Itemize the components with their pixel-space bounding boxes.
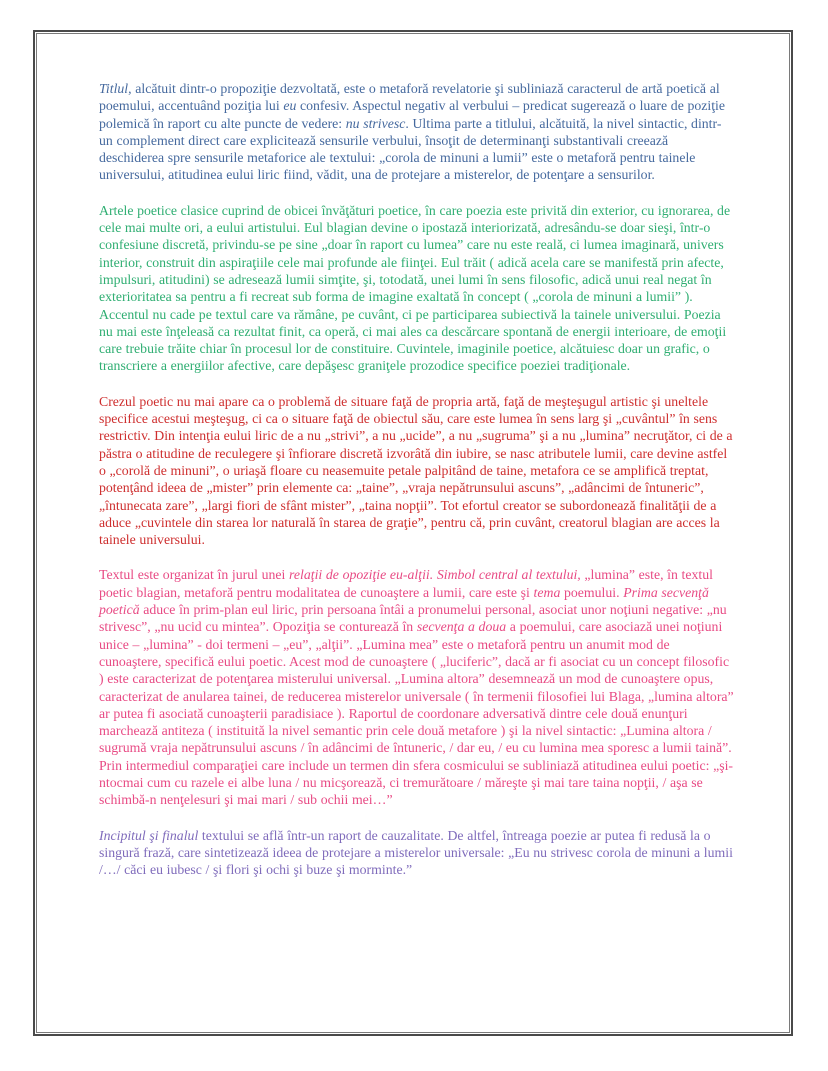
text-run-italic: eu [283, 98, 297, 114]
text-run: textului se află într-un raport de cauzalitate. De altfel, întreaga poezie ar putea fi redusă la o singură frază, care sintetizează ideea de protejare a misterelor universale: „Eu nu strivesc corola de minuni a lumii /…/ căci eu iubesc / şi flori şi ochi şi buze şi morminte.” [99, 827, 733, 878]
paragraph-poetic-creed [99, 393, 735, 549]
text-run: „lumina” este, în textul poetic blagian, metaforă pentru modalitatea de cunoaştere a lumii, care este şi [99, 567, 713, 600]
text-run-italic: nu strivesc [345, 115, 406, 131]
text-run: , alcătuit dintr-o propoziţie dezvoltată, este o metaforă revelatorie şi subliniază caracterul de artă poetică al poemului, accentuând poziţia lui [99, 81, 720, 114]
document-body [37, 34, 789, 878]
paragraph-incipit-final [99, 827, 735, 879]
text-run-italic: secvenţa a doua [416, 619, 507, 635]
page-border [33, 30, 793, 1036]
text-run: poemului. [560, 584, 624, 600]
text-run: aduce în prim-plan eul liric, prin persoana întâi a pronumelui personal, asociat unor noţiuni negative: „nu strivesc”, „nu ucid cu mintea”. Opoziţia se conturează în [99, 602, 727, 635]
page-border-inner [36, 33, 790, 1033]
text-run-italic: Titlul [99, 81, 129, 96]
text-run: confesiv. Aspectul negativ al verbului – predicat sugerează o luare de poziţie polemică în raport cu alte puncte de vedere: [99, 98, 726, 131]
text-run-italic: Prima secvenţă poetică [99, 584, 709, 618]
text-run-italic: Incipitul şi finalul [99, 827, 199, 843]
text-run: Artele poetice clasice cuprind de obicei învăţături poetice, în care poezia este privită din exterior, cu ignorarea, de cele mai multe ori, a eului artistului. Eul blagian devine o ipostază interiorizată, adresându-se doar sieşi, într-o confesiune discretă, privindu-se pe sine „doar în raport cu lumea” care nu este reală, ci lumea imaginară, univers interior, construit din aspiraţiile cele mai profunde ale fiinţei. Eul trăit ( adică acela care se manifestă prin afecte, impulsuri, atitudini) se adresează lumii simţite, şi, totodată, unei lumi în sens filosofic, adică unui real negat în exterioritatea sa pentru a fi recreat sub forma de imagine exaltată în concept ( „corola de minuni a lumii” ). Accentul nu cade pe textul care va rămâne, pe cuvânt, ci pe participarea subiectivă la tainele universului. Poezia nu mai este înţeleasă ca rezultat finit, ca operă, ci mai ales ca descărcare spontană de energii interioare, de emoţii care trebuie trăite chiar în procesul lor de constituire. Cuvintele, imaginile poetice, alcătuiesc doar un grafic, o transcriere a energiilor afective, care depăşesc graniţele prozodice specifice poeziei tradiţionale. [99, 202, 731, 374]
paragraph-text-organization [99, 566, 735, 808]
text-run-italic: tema [533, 584, 561, 600]
text-run-italic: relaţii de opoziţie eu-alţii. Simbol central al textului, [289, 567, 581, 583]
text-run: a poemului, care asociază unei noţiuni unice – „lumina” - doi termeni – „eu”, „alţii”. „Lumina mea” este o metaforă pentru un anumit mod de cunoaştere, specifică eului poetic. Acest mod de cunoaştere ( „luciferic”, dacă ar fi asociat cu un concept filosofic ) este caracterizat de potenţarea misterului universal. „Lumina altora” desemnează un mod de cunoaştere opus, caracterizat de anularea tainei, de reducerea misterelor universale ( în termenii filosofiei lui Blaga, „lumina altora” ar putea fi asociată cunoaşterii paradisiace ). Raportul de coordonare adversativă dintre cele două enunţuri marchează antiteza ( instituită la nivel semantic prin cele două metafore ) şi la nivel sintactic: „Lumina altora / sugrumă vraja nepătrunsului ascuns / în adâncimi de întuneric, / dar eu, / eu cu lumina mea sporesc a lumii taină”. Prin intermediul comparaţiei care include un termen din sfera cosmicului se subliniază atitudinea eului poetic: „şi-ntocmai cum cu razele ei albe luna / nu micşorează, ci tremurătoare / măreşte şi mai tare taina nopţii, / aşa se schimbă-n nenţelesuri şi mai mari / sub ochii mei…” [99, 619, 734, 808]
text-run: Textul este organizat în jurul unei [99, 567, 290, 583]
text-run: Crezul poetic nu mai apare ca o problemă de situare faţă de propria artă, faţă de meşteşugul artistic şi uneltele specifice acestui meşteşug, ci ca o situare faţă de obiectul său, care este lumea în sens larg şi „cuvântul” în sens restrictiv. Din intenţia eului liric de a nu „strivi”, a nu „ucide”, a nu „sugruma” şi a nu „lumina” necruţător, ci de a păstra o atitudine de reculegere şi înfiorare discretă izvorâtă din iubire, se nasc atributele lumii, care devine astfel o „corolă de minuni”, o uriaşă floare cu neasemuite petale palpitând de taine, metafora ce se amplifică treptat, potenţând ideea de „mister” prin elemente ca: „taine”, „vraja nepătrunsului ascuns”, „adâncimi de întuneric”, „întunecata zare”, „largi fiori de sfânt mister”, „taina nopţii”. Tot efortul creator se subordonează finalităţii de a aduce „cuvintele din starea lor naturală în starea de graţie”, pentru că, prin cuvânt, creatorul blagian are acces la tainele universului. [99, 393, 733, 548]
text-run: . Ultima parte a titlului, alcătuită, la nivel sintactic, dintr-un complement direct care explicitează sensurile verbului, însoţit de determinanţi substantivali creează deschiderea spre sensurile metaforice ale textului: „corola de minuni a lumii” este o metaforă pentru tainele universului, atitudinea eului liric fiind, vădit, una de protejare a misterelor, de potenţare a sensurilor. [99, 115, 722, 183]
paragraph-classic-poetic-arts [99, 202, 735, 375]
paragraph-title-analysis [99, 80, 735, 184]
